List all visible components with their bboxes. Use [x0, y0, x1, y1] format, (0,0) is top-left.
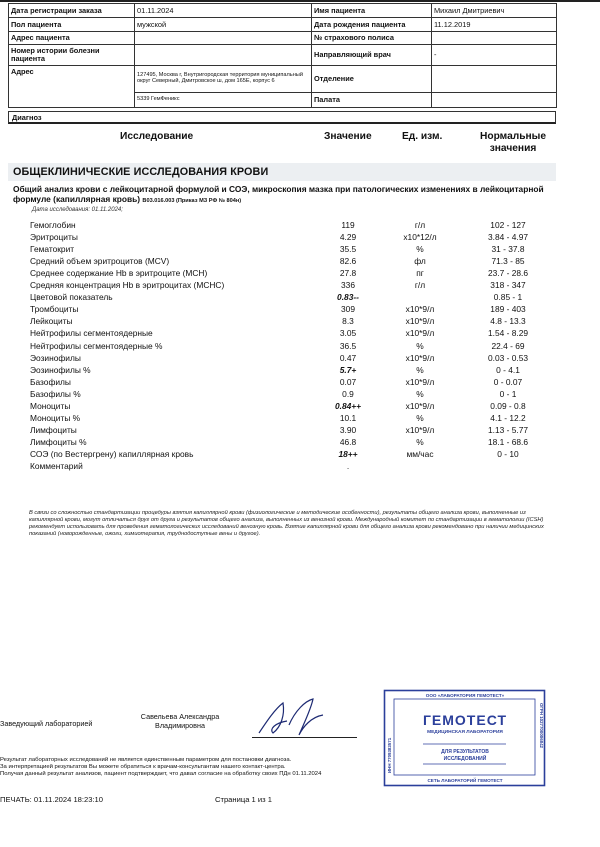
result-name: Лимфоциты: [30, 424, 77, 435]
result-normal-range: 18.1 - 68.6: [487, 436, 529, 447]
result-name: Нейтрофилы сегментоядерные: [30, 328, 153, 339]
result-value: 119: [341, 220, 355, 230]
result-normal-range: 0.09 - 0.8: [490, 400, 526, 411]
print-datetime: ПЕЧАТЬ: 01.11.2024 18:23:10: [0, 795, 104, 804]
result-normal-range: 1.54 - 8.29: [487, 328, 529, 339]
result-name: Моноциты %: [30, 412, 81, 423]
stamp-inner-border: [394, 699, 535, 775]
diagnosis-box: [8, 111, 556, 124]
result-row: [0, 231, 600, 243]
result-unit: мм/час: [406, 449, 434, 459]
result-name: Комментарий: [30, 461, 83, 471]
diagnosis-label: Диагноз: [12, 113, 42, 122]
patient-name-label: Имя пациента: [312, 4, 432, 18]
result-value: 35.5: [339, 244, 357, 255]
head-of-lab-name: [124, 712, 236, 731]
result-unit: %: [416, 244, 424, 255]
reg-date-value: 01.11.2024: [135, 4, 312, 18]
column-header-normal: [470, 131, 556, 154]
result-name: Средняя концентрация Hb в эритроцитах (MCHC): [30, 280, 225, 291]
capillary-blood-note: В связи со сложностью стандартизации процедуры взятия капиллярной крови (физиологические и методические особенности), результаты общего анализа крови, выполненные из капиллярной крови, могут отличаться друг от друга и результатов общего анализа, выполненных из венозной крови. Международный комитет по стандартизации в гематологии (ICSH) рекомендует использовать для проведения гематологических исследований венозную кровь. Взятие капиллярной крови для общего анализа крови рекомендовано при наличии медицинских показаний (новорожденные, ожоги, химиотерапия, труднодоступные вены и другое).: [29, 510, 544, 537]
result-name: Базофилы %: [30, 388, 81, 399]
address-label: Адрес пациента: [9, 32, 135, 45]
result-name: Гемоглобин: [30, 220, 76, 230]
result-value: 8.3: [342, 316, 354, 327]
result-row: [0, 315, 600, 327]
result-unit: x10*9/л: [405, 352, 435, 363]
study-date: Дата исследования: 01.11.2024;: [32, 207, 123, 213]
stamp-brand: ГЕМОТЕСТ: [422, 712, 508, 728]
result-value: 36.5: [339, 340, 357, 351]
lab-address-label: Адрес: [9, 65, 135, 107]
result-unit: г/л: [414, 280, 426, 291]
result-row: [0, 267, 600, 279]
section-title: ОБЩЕКЛИНИЧЕСКИЕ ИССЛЕДОВАНИЯ КРОВИ: [13, 166, 269, 178]
result-normal-range: 31 - 37.8: [491, 244, 525, 255]
result-value: 10.1: [339, 412, 357, 423]
result-row: [0, 279, 600, 291]
result-row: [0, 219, 600, 231]
dob-label: Дата рождения пациента: [312, 18, 432, 32]
result-row: [0, 243, 600, 255]
result-unit: %: [416, 364, 424, 375]
result-value: 27.8: [339, 268, 357, 279]
stamp-ogrn: ОГРН 1027700006842: [539, 703, 544, 748]
test-code: В03.016.003 (Приказ МЗ РФ № 804н): [142, 198, 242, 205]
result-value: .: [346, 461, 350, 471]
result-value: 3.05: [339, 328, 357, 339]
patient-info-table: [8, 3, 557, 108]
result-normal-range: 23.7 - 28.6: [487, 268, 529, 279]
result-name: Базофилы: [30, 376, 71, 387]
result-row: [0, 436, 600, 448]
result-unit: x10*9/л: [405, 424, 435, 435]
result-name: Гематокрит: [30, 244, 75, 255]
signature-image: [253, 695, 333, 739]
result-name: Тромбоциты: [30, 304, 79, 315]
head-of-lab-label: Заведующий лабораторией: [0, 719, 93, 728]
sex-value: мужской: [135, 18, 312, 32]
result-normal-range: 0.85 - 1: [493, 292, 523, 303]
page-top-border: [0, 0, 600, 2]
result-normal-range: 0 - 0.07: [493, 376, 523, 387]
result-row: [0, 352, 600, 364]
test-title-text: Общий анализ крови с лейкоцитарной формулой и СОЭ, микроскопия мазка при патологических изменениях в лейкоцитарной формуле (капиллярная кровь): [13, 184, 544, 205]
result-value: 46.8: [339, 436, 357, 447]
lab-code-value: 5339 ГемФеникс: [135, 92, 312, 107]
result-value: 0.83--: [337, 292, 359, 303]
policy-value: [432, 32, 557, 45]
result-row: [0, 460, 600, 472]
stamp-top-text: ООО «ЛАБОРАТОРИЯ ГЕМОТЕСТ»: [425, 693, 505, 698]
result-row: [0, 412, 600, 424]
ward-value: [432, 92, 557, 107]
result-normal-range: 0 - 1: [499, 388, 517, 399]
result-normal-range: 3.84 - 4.97: [487, 232, 529, 243]
ward-label: Палата: [312, 92, 432, 107]
sex-label: Пол пациента: [9, 18, 135, 32]
result-row: [0, 255, 600, 267]
stamp-purpose-line1: ДЛЯ РЕЗУЛЬТАТОВ: [441, 749, 489, 755]
result-normal-range: 0 - 4.1: [496, 364, 520, 375]
result-name: Лейкоциты: [30, 316, 73, 327]
result-value: 5.7+: [339, 364, 357, 375]
result-unit: %: [416, 436, 424, 447]
address-value: [135, 32, 312, 45]
result-normal-range: 71.3 - 85: [491, 256, 525, 267]
result-name: Цветовой показатель: [30, 292, 113, 303]
history-label: Номер истории болезни пациента: [9, 45, 135, 65]
history-value: [135, 45, 312, 65]
disclaimer-line1: Результат лабораторных исследований не является единственным параметром для постановки диагноза.: [0, 757, 292, 763]
result-row: [0, 448, 600, 460]
result-value: 4.29: [339, 232, 357, 243]
department-value: [432, 65, 557, 92]
stamp-outer-border: [385, 691, 545, 786]
result-normal-range: 4.1 - 12.2: [490, 412, 526, 423]
result-name: Эритроциты: [30, 232, 78, 243]
column-header-study: Исследование: [120, 131, 194, 142]
column-header-value: Значение: [324, 131, 372, 142]
result-name: СОЭ (по Вестергрену) капиллярная кровь: [30, 449, 194, 459]
result-unit: x10*9/л: [405, 376, 435, 387]
doctor-value: -: [432, 45, 557, 65]
result-unit: x10*9/л: [405, 400, 435, 411]
result-normal-range: 22.4 - 69: [491, 340, 525, 351]
result-unit: %: [416, 412, 424, 423]
result-normal-range: 189 - 403: [490, 304, 526, 315]
result-value: 18++: [338, 449, 358, 459]
result-value: 3.90: [339, 424, 357, 435]
disclaimer-line2: За интерпретацией результатов Вы можете обратиться к врачам-консультантам нашего контакт-центра.: [0, 764, 286, 770]
column-header-normal-line2: значения: [489, 142, 537, 154]
result-name: Нейтрофилы сегментоядерные %: [30, 340, 163, 351]
result-value: 0.47: [339, 352, 357, 363]
result-unit: пг: [416, 268, 424, 279]
result-normal-range: 0 - 10: [497, 449, 519, 459]
result-value: 309: [341, 304, 355, 315]
result-name: Моноциты: [30, 400, 71, 411]
result-normal-range: 318 - 347: [490, 280, 526, 291]
column-header-normal-line1: Нормальные: [480, 131, 546, 142]
result-unit: x10*9/л: [405, 316, 435, 327]
result-name: Средний объем эритроцитов (MCV): [30, 256, 170, 267]
dob-value: 11.12.2019: [432, 18, 557, 32]
result-unit: фл: [414, 256, 426, 267]
result-normal-range: 4.8 - 13.3: [490, 316, 526, 327]
stamp-brand-sub: МЕДИЦИНСКАЯ ЛАБОРАТОРИЯ: [427, 730, 503, 735]
doctor-label: Направляющий врач: [312, 45, 432, 65]
head-of-lab-name-line1: Савельева Александра: [140, 712, 220, 721]
department-label: Отделение: [312, 65, 432, 92]
result-name: Лимфоциты %: [30, 436, 87, 447]
result-value: 0.9: [342, 388, 354, 399]
test-title: [13, 184, 563, 205]
result-normal-range: 0.03 - 0.53: [487, 352, 529, 363]
result-row: [0, 327, 600, 339]
result-row: [0, 388, 600, 400]
policy-label: № страхового полиса: [312, 32, 432, 45]
result-name: Эозинофилы %: [30, 364, 91, 375]
column-header-unit: Ед. изм.: [402, 131, 443, 142]
result-unit: %: [416, 340, 424, 351]
result-row: [0, 340, 600, 352]
result-unit: %: [416, 388, 424, 399]
result-value: 336: [341, 280, 355, 291]
lab-address-value: 127495, Москва г, Внутригородская территория муниципальный округ Северный, Дмитровское ш, дом 165Е, корпус 6: [135, 65, 312, 92]
result-value: 82.6: [339, 256, 357, 267]
signature-line: [252, 737, 357, 738]
result-row: [0, 303, 600, 315]
head-of-lab-name-line2: Владимировна: [155, 721, 205, 731]
result-value: 0.07: [339, 376, 357, 387]
result-row: [0, 376, 600, 388]
result-row: [0, 291, 600, 303]
result-value: 0.84++: [334, 400, 362, 411]
result-row: [0, 400, 600, 412]
patient-name-value: Михаил Дмитриевич: [432, 4, 557, 18]
stamp-bottom-text: СЕТЬ ЛАБОРАТОРИЙ ГЕМОТЕСТ: [427, 778, 503, 783]
result-name: Среднее содержание Hb в эритроците (MCH): [30, 268, 208, 279]
laboratory-stamp: [383, 689, 546, 787]
stamp-purpose-line2: ИССЛЕДОВАНИЙ: [443, 756, 487, 762]
page-number: Страница 1 из 1: [215, 795, 272, 804]
result-normal-range: 1.13 - 5.77: [487, 424, 529, 435]
result-row: [0, 364, 600, 376]
result-unit: x10*9/л: [405, 328, 435, 339]
result-unit: x10*9/л: [405, 304, 435, 315]
result-normal-range: 102 - 127: [490, 220, 526, 230]
result-name: Эозинофилы: [30, 352, 81, 363]
reg-date-label: Дата регистрации заказа: [9, 4, 135, 18]
stamp-inn: ИНН 7709383571: [387, 737, 392, 773]
disclaimer-line3: Получая данный результат анализов, пациент подтверждает, что давал согласие на обработку своих ПДн 01.11.2024: [0, 771, 322, 777]
result-row: [0, 424, 600, 436]
result-unit: x10*12/л: [403, 232, 437, 243]
result-unit: г/л: [414, 220, 426, 230]
